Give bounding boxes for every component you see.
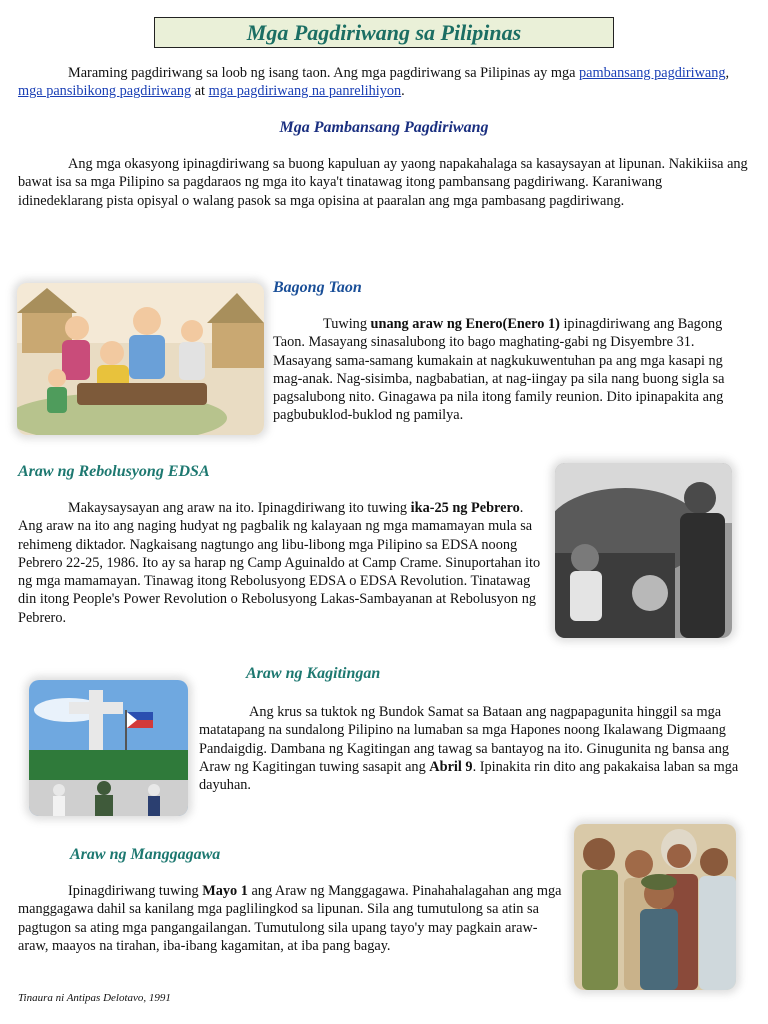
national-paragraph: Ang mga okasyong ipinagdiriwang sa buong kapuluan ay yaong napakahalaga sa kasaysayan at lipunan. Nakikiisa ang bawat isa sa mga Pilipino sa pagdaraos ng mga ito kaya't tinatawag itong pambansang pagdiriwang. Karaniwang idinedeklarang pista opisyal o walang pasok sa mga opisina at paaralan ang mga pambasang pagdiriwang. (18, 156, 748, 209)
bagong-taon-heading: Bagong Taon (273, 279, 362, 296)
link-pambansang-pagdiriwang[interactable]: pambansang pagdiriwang (579, 65, 726, 81)
link-panrelihiyon[interactable]: mga pagdiriwang na panrelihiyon (208, 83, 402, 100)
national-heading: Mga Pambansang Pagdiriwang (279, 119, 489, 136)
bagong-taon-image (17, 283, 264, 435)
kagitingan-image (29, 680, 188, 816)
intro-paragraph: Maraming pagdiriwang sa loob ng isang taon. Ang mga pagdiriwang sa Pilipinas ay mga pambansang pagdiriwang, mga pansibikong pagdiriwang at mga pagdiriwang na panrelihiyon. (18, 65, 730, 100)
edsa-heading: Araw ng Rebolusyong EDSA (18, 463, 210, 480)
kagitingan-heading: Araw ng Kagitingan (246, 665, 381, 682)
title-box (154, 17, 614, 48)
edsa-paragraph: Makaysaysayan ang araw na ito. Ipinagdiriwang ito tuwing ika-25 ng Pebrero. Ang araw na ito ang naging hudyat ng pagbalik ng kalayaan ng mga mamamayan mula sa rehimeng diktador. Nagkaisang nagtungo ang libu-libong mga Pilipino sa EDSA noong Pebrero 22-25, 1986. Ito ay sa harap ng Camp Aguinaldo at Camp Crame. Sinuportahan ito ng mga mamamayan. Tinawag itong Rebolusyong EDSA o EDSA Revolution. Tinatawag din itong People's Power Revolution o Rebolusyong Lakas-Sambayanan at Rebolusyon ng Pebrero. (18, 500, 541, 626)
edsa-image (555, 463, 732, 638)
kagitingan-paragraph: Ang krus sa tuktok ng Bundok Samat sa Bataan ang nagpapagunita hinggil sa mga matatapang na sundalong Pilipino na lumaban sa mga Hapones noong Ikalawang Digmaang Pandaigdig. Dambana ng Kagitingan ang tawag sa bantayog na ito. Ginugunita ng bansa ang Araw ng Kagitingan tuwing sasapit ang Abril 9. Ipinakita rin dito ang pakakaisa laban sa mga dayuhan. (199, 704, 739, 794)
manggagawa-paragraph: Ipinagdiriwang tuwing Mayo 1 ang Araw ng Manggagawa. Pinahahalagahan ang mga manggagawa dahil sa kanilang mga paglilingkod sa lipunan. Sila ang tumutulong sa atin sa pagtugon sa ating mga pangangailangan. Tumutulong sila upang tayo'y may pagkain araw-araw, maayos na tirahan, iba-ibang kagamitan, at iba pang bagay. (18, 883, 562, 954)
edsa-date: ika-25 ng Pebrero (410, 500, 520, 516)
link-pansibikong-pagdiriwang[interactable]: mga pansibikong pagdiriwang (18, 83, 192, 100)
bagong-taon-paragraph: Tuwing unang araw ng Enero(Enero 1) ipinagdiriwang ang Bagong Taon. Masayang sinasalubong ito bago maghating-gabi ng Disyembre 31. Masayang sama-samang kumakain at nagkukuwentuhan pa ang mga kasapi ng mag-anak. Nag-sisimba, nagbabatian, at nag-iingay pa sila nang buong sigla sa pagsalubong nito. Ginagawa pa nila itong family reunion. Dito ipinapakita ang pagbubuklod-buklod ng pamilya. (273, 316, 725, 424)
page-title: Mga Pagdiriwang sa Pilipinas (246, 19, 522, 45)
manggagawa-image (574, 824, 736, 990)
kagitingan-date: Abril 9 (429, 758, 473, 775)
manggagawa-date: Mayo 1 (202, 883, 248, 899)
image-credit: Tinaura ni Antipas Delotavo, 1991 (18, 992, 171, 1004)
intro-text: Maraming pagdiriwang sa loob ng isang taon. Ang mga pagdiriwang sa Pilipinas ay mga (68, 65, 580, 81)
bagong-taon-date: unang araw ng Enero(Enero 1) (370, 316, 560, 332)
manggagawa-heading: Araw ng Manggagawa (70, 846, 221, 863)
